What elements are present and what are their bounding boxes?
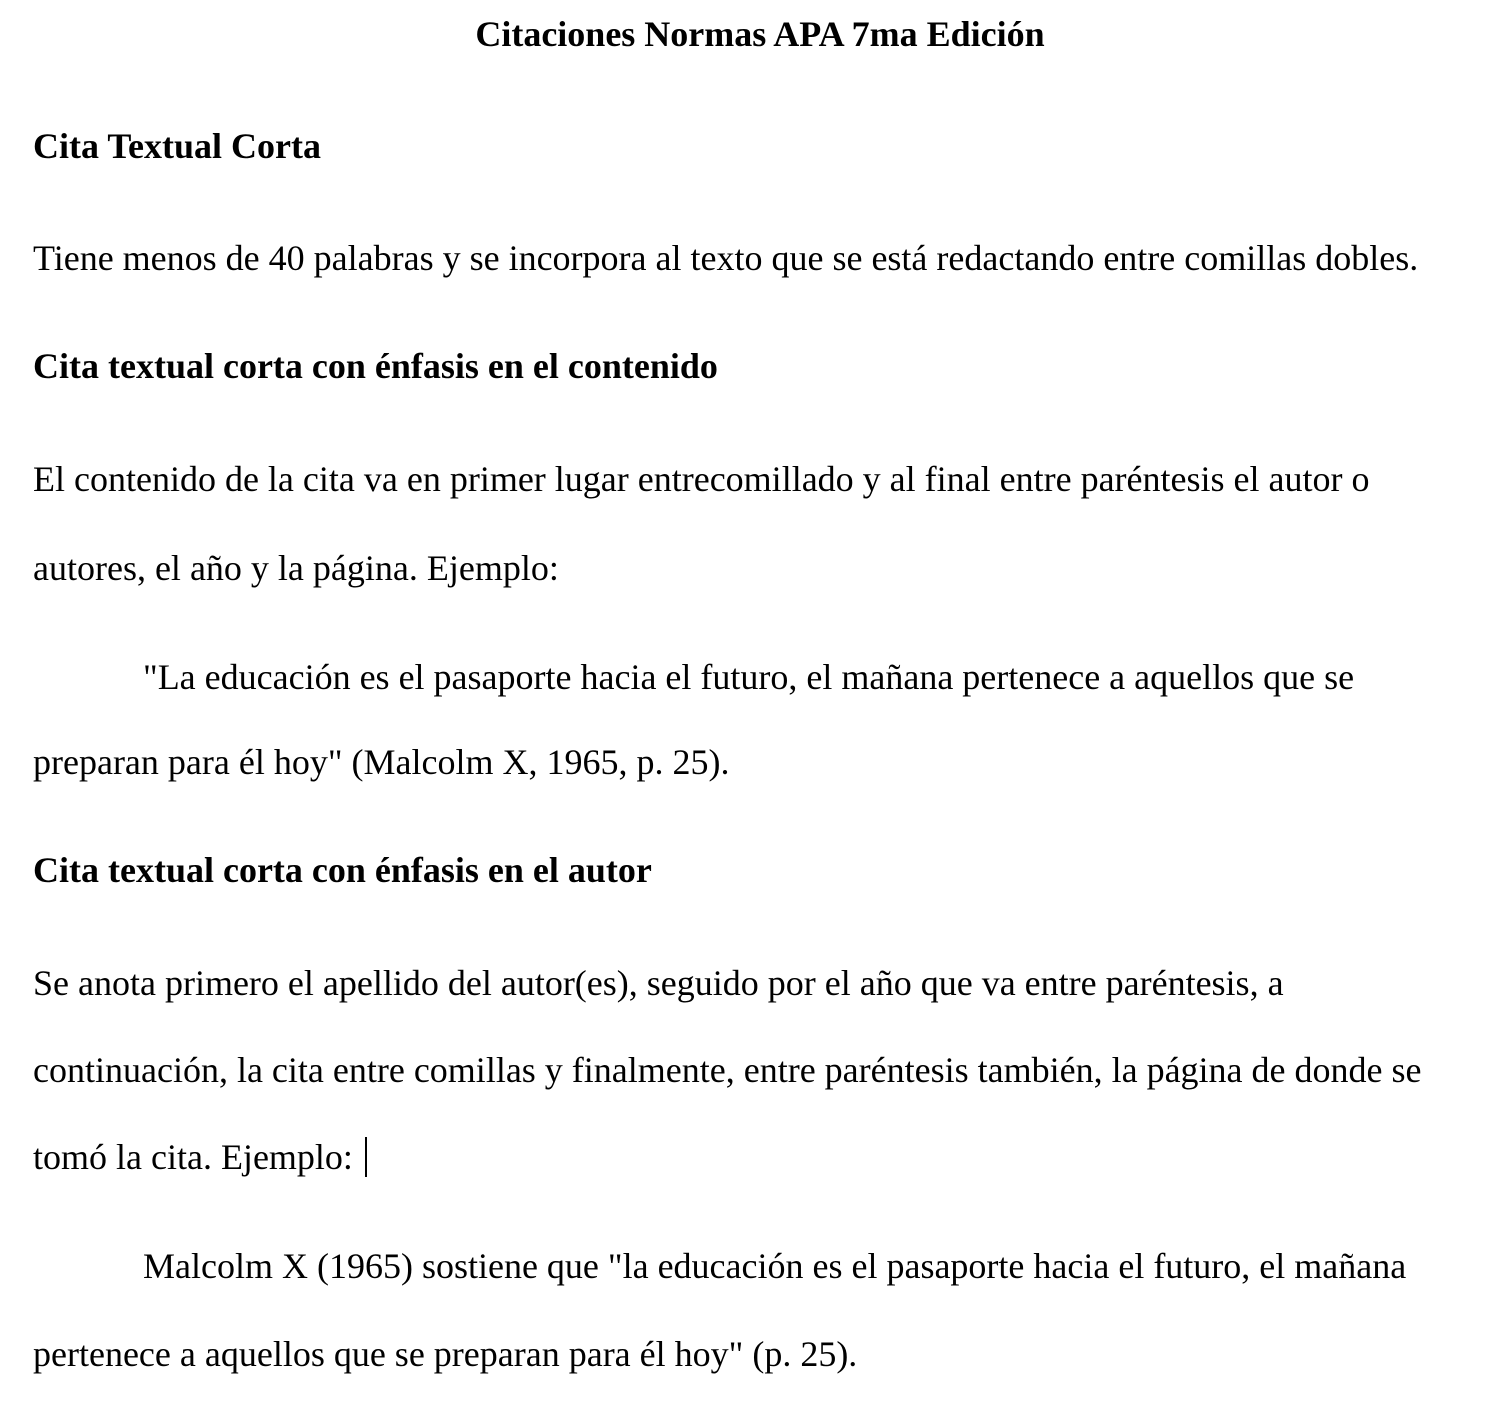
example-line: Malcolm X (1965) sostiene que "la educación es el pasaporte hacia el futuro, el mañana [143, 1246, 1407, 1286]
paragraph-line: continuación, la cita entre comillas y finalmente, entre paréntesis también, la página de donde se [33, 1050, 1422, 1090]
paragraph-line: Se anota primero el apellido del autor(es), seguido por el año que va entre paréntesis, a [33, 963, 1284, 1003]
paragraph-line: autores, el año y la página. Ejemplo: [33, 548, 559, 588]
paragraph-text: tomó la cita. Ejemplo: [33, 1137, 353, 1177]
example-line: pertenece a aquellos que se preparan para él hoy" (p. 25). [33, 1334, 858, 1374]
example-line: preparan para él hoy" (Malcolm X, 1965, p. 25). [33, 742, 730, 782]
document-title: Citaciones Normas APA 7ma Edición [475, 14, 1045, 54]
paragraph-line: El contenido de la cita va en primer lugar entrecomillado y al final entre paréntesis el autor o [33, 459, 1370, 499]
example-line: "La educación es el pasaporte hacia el futuro, el mañana pertenece a aquellos que se [143, 657, 1355, 697]
section-heading: Cita textual corta con énfasis en el autor [33, 850, 652, 890]
text-cursor [365, 1137, 367, 1177]
paragraph-line[interactable] [33, 1137, 367, 1177]
section-heading: Cita Textual Corta [33, 126, 321, 166]
section-heading: Cita textual corta con énfasis en el contenido [33, 346, 718, 386]
paragraph-line: Tiene menos de 40 palabras y se incorpora al texto que se está redactando entre comillas dobles. [33, 238, 1419, 278]
